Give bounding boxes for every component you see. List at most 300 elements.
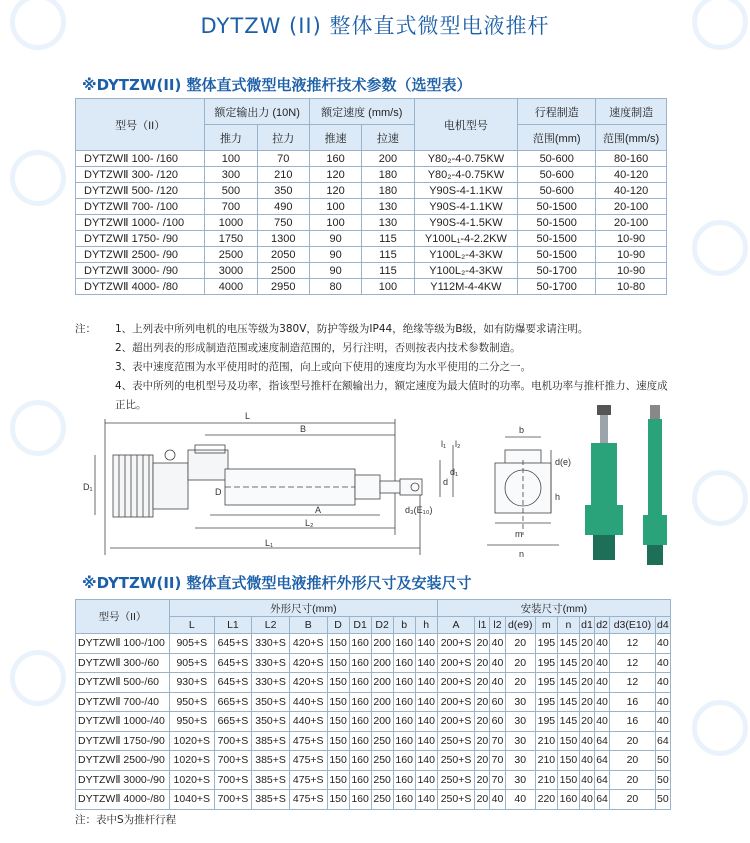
table-cell: 200+S <box>437 712 475 732</box>
table-cell: 160 <box>393 712 415 732</box>
table-cell: 40 <box>505 790 535 810</box>
table-cell: 1020+S <box>170 751 215 771</box>
table-cell: 665+S <box>214 712 252 732</box>
note-text: 2、超出列表的形成制造范围或速度制造范围的，另行注明，否则按表内技术参数制造。 <box>115 342 521 354</box>
table-cell: 20 <box>579 653 594 673</box>
column-header: d1 <box>579 617 594 634</box>
table-cell: 160 <box>309 151 361 167</box>
table-cell: 140 <box>415 731 437 751</box>
table-cell: 420+S <box>289 673 327 693</box>
table-cell: 475+S <box>289 770 327 790</box>
table-cell: 10-90 <box>596 231 667 247</box>
table-cell: 2050 <box>257 247 309 263</box>
table-cell: 50-600 <box>518 151 596 167</box>
table-cell: 12 <box>610 673 656 693</box>
table-cell: 160 <box>393 673 415 693</box>
table-cell: 10-90 <box>596 247 667 263</box>
label-L1: L₁ <box>265 538 274 548</box>
header-model: 型号（II） <box>76 99 205 151</box>
table-cell: 20 <box>579 634 594 654</box>
table-cell: 20 <box>579 673 594 693</box>
dimension-drawing <box>75 405 675 570</box>
table-cell: 250 <box>371 770 393 790</box>
table-cell: 475+S <box>289 731 327 751</box>
table-cell: 40 <box>595 673 610 693</box>
table-cell: 150 <box>327 770 349 790</box>
actuator-photo-short <box>585 405 623 560</box>
table-cell: 20 <box>475 790 490 810</box>
table-cell: 70 <box>490 751 505 771</box>
table-cell: 60 <box>490 712 505 732</box>
table-cell: 40 <box>655 634 670 654</box>
table-cell: 930+S <box>170 673 215 693</box>
table-row <box>76 167 667 183</box>
table-cell: 500 <box>205 183 257 199</box>
table-cell: 50-600 <box>518 167 596 183</box>
model-cell: DYTZWⅡ 3000-/90 <box>76 770 170 790</box>
table-cell: 150 <box>327 634 349 654</box>
header-force: 额定输出力 (10N) <box>205 99 310 125</box>
table-cell: 700 <box>205 199 257 215</box>
table-cell: 160 <box>557 790 579 810</box>
table-cell: 385+S <box>252 731 290 751</box>
note-item <box>75 339 675 358</box>
table-cell: 210 <box>257 167 309 183</box>
label-l1: l₁ <box>441 439 447 449</box>
table-cell: 645+S <box>214 653 252 673</box>
table-cell: Y100L₂-4-3KW <box>414 247 518 263</box>
table-cell: 200 <box>371 634 393 654</box>
table-cell: 100 <box>309 199 361 215</box>
table-row <box>76 215 667 231</box>
table-cell: 140 <box>415 673 437 693</box>
table-cell: 40 <box>595 692 610 712</box>
table-cell: 30 <box>505 770 535 790</box>
column-header: d3(E10) <box>610 617 656 634</box>
note-text: 4、表中所列的电机型号及功率，指该型号推杆在额输出力，额定速度为最大值时的功率。电机功率与推杆推力、速度成正比。 <box>115 380 668 411</box>
table-cell: 20 <box>475 692 490 712</box>
label-D1: D₁ <box>83 482 93 492</box>
model-cell: DYTZWⅡ 1750- /90 <box>76 231 205 247</box>
table-cell: 330+S <box>252 634 290 654</box>
table-cell: Y90S-4-1.1KW <box>414 199 518 215</box>
table-cell: 20 <box>475 751 490 771</box>
model-cell: DYTZWⅡ 700- /100 <box>76 199 205 215</box>
column-header: d4 <box>655 617 670 634</box>
model-cell: DYTZWⅡ 2500- /90 <box>76 247 205 263</box>
table-cell: 40 <box>595 634 610 654</box>
table-row <box>76 247 667 263</box>
table-cell: 145 <box>557 653 579 673</box>
table-row <box>76 751 671 771</box>
table-cell: 180 <box>362 167 414 183</box>
table-cell: 50-1500 <box>518 247 596 263</box>
model-cell: DYTZWⅡ 4000-/80 <box>76 790 170 810</box>
table-cell: 950+S <box>170 712 215 732</box>
table-cell: 90 <box>309 263 361 279</box>
header-push-speed: 推速 <box>309 125 361 151</box>
table-row <box>76 263 667 279</box>
table-cell: 250+S <box>437 790 475 810</box>
dimension-table-body <box>76 634 671 810</box>
table-cell: 40 <box>655 712 670 732</box>
table-cell: 330+S <box>252 673 290 693</box>
table-cell: 12 <box>610 653 656 673</box>
table-cell: Y100L₂-4-3KW <box>414 263 518 279</box>
column-header: D1 <box>349 617 371 634</box>
table-cell: 350+S <box>252 692 290 712</box>
table-cell: 665+S <box>214 692 252 712</box>
table-cell: 50 <box>655 770 670 790</box>
table-cell: 64 <box>655 731 670 751</box>
table-cell: 700+S <box>214 770 252 790</box>
table-cell: 140 <box>415 692 437 712</box>
table-cell: 2500 <box>205 247 257 263</box>
table-cell: 64 <box>595 770 610 790</box>
table-cell: 40-120 <box>596 183 667 199</box>
table-cell: 250 <box>371 790 393 810</box>
column-header: l2 <box>490 617 505 634</box>
table-row <box>76 673 671 693</box>
table-cell: 250 <box>371 731 393 751</box>
table-cell: 250+S <box>437 731 475 751</box>
table-cell: 385+S <box>252 751 290 771</box>
table-cell: 20 <box>475 731 490 751</box>
table-cell: 440+S <box>289 712 327 732</box>
table-cell: 20 <box>579 692 594 712</box>
table-cell: 200 <box>371 692 393 712</box>
column-header: L <box>170 617 215 634</box>
table-cell: 40 <box>655 692 670 712</box>
section-title-dimensions: ※DYTZW(II) 整体直式微型电液推杆外形尺寸及安装尺寸 <box>82 574 472 592</box>
column-header: d2 <box>595 617 610 634</box>
table-cell: 50 <box>655 790 670 810</box>
table-cell: 250 <box>371 751 393 771</box>
table-cell: 40 <box>595 653 610 673</box>
table-cell: 905+S <box>170 653 215 673</box>
column-header: d(e9) <box>505 617 535 634</box>
table-cell: 20 <box>475 712 490 732</box>
label-h: h <box>555 492 561 502</box>
table-cell: 150 <box>557 770 579 790</box>
table-cell: 150 <box>327 751 349 771</box>
table-cell: 160 <box>393 692 415 712</box>
table-cell: 40 <box>655 673 670 693</box>
table-cell: 440+S <box>289 692 327 712</box>
table-cell: 140 <box>415 712 437 732</box>
table-cell: 115 <box>362 247 414 263</box>
header-speed-range-unit: 范围(mm/s) <box>596 125 667 151</box>
table-cell: 140 <box>415 653 437 673</box>
table-cell: 70 <box>490 770 505 790</box>
table-cell: 1000 <box>205 215 257 231</box>
table-row <box>76 231 667 247</box>
table-cell: 20-100 <box>596 215 667 231</box>
table-cell: 150 <box>327 731 349 751</box>
table-cell: 20 <box>610 731 656 751</box>
model-cell: DYTZWⅡ 2500-/90 <box>76 751 170 771</box>
column-header: l1 <box>475 617 490 634</box>
table-cell: 145 <box>557 673 579 693</box>
table-cell: 160 <box>349 653 371 673</box>
label-de: d(e) <box>555 457 572 467</box>
column-header: D2 <box>371 617 393 634</box>
column-header: m <box>535 617 557 634</box>
table-cell: 195 <box>535 634 557 654</box>
spec-table <box>75 98 667 295</box>
table-cell: 700+S <box>214 751 252 771</box>
model-cell: DYTZWⅡ 100-/100 <box>76 634 170 654</box>
column-header: B <box>289 617 327 634</box>
label-b: b <box>519 425 525 435</box>
table-cell: 80 <box>309 279 361 295</box>
table-cell: 100 <box>309 215 361 231</box>
table-cell: 145 <box>557 692 579 712</box>
table-cell: 750 <box>257 215 309 231</box>
table-cell: 150 <box>327 712 349 732</box>
table-cell: 150 <box>557 751 579 771</box>
table-cell: 250+S <box>437 751 475 771</box>
table-cell: 30 <box>505 692 535 712</box>
model-cell: DYTZWⅡ 100- /160 <box>76 151 205 167</box>
table-cell: 160 <box>349 673 371 693</box>
table-cell: 40 <box>595 712 610 732</box>
table-cell: 195 <box>535 653 557 673</box>
table-cell: 16 <box>610 692 656 712</box>
table-cell: 64 <box>595 751 610 771</box>
table-cell: 385+S <box>252 770 290 790</box>
actuator-photo-long <box>643 405 667 565</box>
table-cell: 200+S <box>437 653 475 673</box>
notes-prefix: 注： <box>75 323 96 335</box>
table-cell: 200+S <box>437 634 475 654</box>
table-cell: 475+S <box>289 790 327 810</box>
header-stroke-range-unit: 范围(mm) <box>518 125 596 151</box>
table-cell: 210 <box>535 731 557 751</box>
table-cell: 145 <box>557 712 579 732</box>
table-cell: 50-600 <box>518 183 596 199</box>
header-pull-speed: 拉速 <box>362 125 414 151</box>
label-B: B <box>300 424 307 434</box>
label-n: n <box>519 549 525 559</box>
table-cell: 40 <box>490 653 505 673</box>
table-cell: 40 <box>655 653 670 673</box>
table-cell: 50-1500 <box>518 231 596 247</box>
table-row <box>76 634 671 654</box>
header-outer-dimensions: 外形尺寸(mm) <box>170 600 438 617</box>
watermark-logo-icon <box>10 150 66 206</box>
table-cell: 160 <box>349 751 371 771</box>
table-cell: 2950 <box>257 279 309 295</box>
notes-block <box>75 320 675 415</box>
table-cell: 180 <box>362 183 414 199</box>
table-cell: 50-1700 <box>518 279 596 295</box>
table-cell: 64 <box>595 790 610 810</box>
table-cell: 150 <box>327 673 349 693</box>
table-cell: 3000 <box>205 263 257 279</box>
column-header: D <box>327 617 349 634</box>
table-cell: 195 <box>535 712 557 732</box>
table-row <box>76 151 667 167</box>
table-cell: 100 <box>362 279 414 295</box>
table-cell: 20 <box>475 653 490 673</box>
watermark-logo-icon <box>692 470 748 526</box>
table-cell: 200+S <box>437 692 475 712</box>
header-pull: 拉力 <box>257 125 309 151</box>
table-cell: 210 <box>535 770 557 790</box>
label-d3: d₃(E₁₀) <box>405 505 433 515</box>
label-m: m <box>515 529 523 539</box>
table-cell: 1020+S <box>170 770 215 790</box>
table-cell: 330+S <box>252 653 290 673</box>
table-cell: 160 <box>393 751 415 771</box>
table-cell: Y90S-4-1.5KW <box>414 215 518 231</box>
table-row <box>76 692 671 712</box>
column-header: n <box>557 617 579 634</box>
table-row <box>76 183 667 199</box>
table-cell: 160 <box>349 692 371 712</box>
table-cell: 700+S <box>214 790 252 810</box>
spec-table-body <box>76 151 667 295</box>
model-cell: DYTZWⅡ 1000- /100 <box>76 215 205 231</box>
table-cell: 195 <box>535 692 557 712</box>
model-cell: DYTZWⅡ 500-/60 <box>76 673 170 693</box>
table-cell: 160 <box>393 731 415 751</box>
table-cell: 160 <box>393 790 415 810</box>
table-cell: 40 <box>579 751 594 771</box>
page-title: DYTZW (II) 整体直式微型电液推杆 <box>200 14 550 38</box>
note-text: 1、上列表中所列电机的电压等级为380V，防护等级为IP44，绝缘等级为B级，如有防爆要求请注明。 <box>115 323 589 335</box>
table-cell: 16 <box>610 712 656 732</box>
table-cell: 200 <box>371 712 393 732</box>
header-speed: 额定速度 (mm/s) <box>309 99 414 125</box>
note-item <box>75 358 675 377</box>
watermark-logo-icon <box>10 650 66 706</box>
table-cell: 115 <box>362 231 414 247</box>
note-item <box>75 320 675 339</box>
table-cell: Y80₂-4-0.75KW <box>414 167 518 183</box>
label-D: D <box>215 487 222 497</box>
table-cell: 64 <box>595 731 610 751</box>
table-cell: 160 <box>349 770 371 790</box>
table-cell: 420+S <box>289 653 327 673</box>
table-cell: 195 <box>535 673 557 693</box>
model-cell: DYTZWⅡ 1750-/90 <box>76 731 170 751</box>
table-cell: 4000 <box>205 279 257 295</box>
label-A: A <box>315 505 322 515</box>
table-cell: 160 <box>349 790 371 810</box>
table-cell: 150 <box>327 790 349 810</box>
table-cell: 2500 <box>257 263 309 279</box>
column-header: A <box>437 617 475 634</box>
table-cell: 140 <box>415 770 437 790</box>
table-cell: 12 <box>610 634 656 654</box>
table-cell: 150 <box>557 731 579 751</box>
model-cell: DYTZWⅡ 3000- /90 <box>76 263 205 279</box>
table-cell: 60 <box>490 692 505 712</box>
table-cell: 40 <box>579 790 594 810</box>
column-header: h <box>415 617 437 634</box>
table-cell: 70 <box>257 151 309 167</box>
table-cell: 70 <box>490 731 505 751</box>
table-cell: 200 <box>371 653 393 673</box>
table-cell: Y100L₁-4-2.2KW <box>414 231 518 247</box>
dimension-table <box>75 599 671 810</box>
table-cell: 150 <box>327 692 349 712</box>
model-cell: DYTZWⅡ 700-/40 <box>76 692 170 712</box>
table-row <box>76 653 671 673</box>
table-cell: 140 <box>415 634 437 654</box>
table-cell: 140 <box>415 751 437 771</box>
table-cell: 50-1500 <box>518 199 596 215</box>
table-cell: 120 <box>309 167 361 183</box>
table-cell: 200 <box>371 673 393 693</box>
table-row <box>76 770 671 790</box>
table-cell: 40 <box>490 790 505 810</box>
table-cell: 20 <box>475 770 490 790</box>
table-cell: 20 <box>505 673 535 693</box>
table-cell: 40 <box>579 770 594 790</box>
table-cell: 1040+S <box>170 790 215 810</box>
table-cell: 90 <box>309 247 361 263</box>
header-push: 推力 <box>205 125 257 151</box>
table-cell: 10-80 <box>596 279 667 295</box>
table-cell: 1300 <box>257 231 309 247</box>
table-cell: 645+S <box>214 634 252 654</box>
header-stroke-range: 行程制造 <box>518 99 596 125</box>
table-cell: 160 <box>393 653 415 673</box>
header-model: 型号（II） <box>76 600 170 634</box>
table-cell: 115 <box>362 263 414 279</box>
table-cell: 160 <box>349 634 371 654</box>
table-cell: 145 <box>557 634 579 654</box>
table-cell: 200+S <box>437 673 475 693</box>
table-cell: 475+S <box>289 751 327 771</box>
table-cell: 350+S <box>252 712 290 732</box>
table-cell: 40 <box>490 673 505 693</box>
table-cell: 350 <box>257 183 309 199</box>
table-cell: 30 <box>505 751 535 771</box>
column-header: L2 <box>252 617 290 634</box>
table-cell: 420+S <box>289 634 327 654</box>
table-cell: 10-90 <box>596 263 667 279</box>
model-cell: DYTZWⅡ 300-/60 <box>76 653 170 673</box>
section-title-specs: ※DYTZW(II) 整体直式微型电液推杆技术参数（选型表） <box>82 76 472 94</box>
table-cell: 210 <box>535 751 557 771</box>
table-cell: 50-1500 <box>518 215 596 231</box>
watermark-logo-icon <box>10 400 66 456</box>
table-cell: 1750 <box>205 231 257 247</box>
table-cell: 150 <box>327 653 349 673</box>
table-cell: 250+S <box>437 770 475 790</box>
table-cell: 160 <box>393 634 415 654</box>
table-cell: 20 <box>505 653 535 673</box>
table-cell: 90 <box>309 231 361 247</box>
label-d1: d₁ <box>450 467 459 477</box>
column-header: L1 <box>214 617 252 634</box>
watermark-logo-icon <box>692 700 748 756</box>
table-cell: 40 <box>490 634 505 654</box>
table-cell: 20 <box>505 634 535 654</box>
table-cell: 160 <box>349 731 371 751</box>
table-cell: 20 <box>610 770 656 790</box>
column-header: b <box>393 617 415 634</box>
table-cell: 1020+S <box>170 731 215 751</box>
header-install-dimensions: 安装尺寸(mm) <box>437 600 670 617</box>
table-cell: 20 <box>475 634 490 654</box>
table-cell: 50 <box>655 751 670 771</box>
model-cell: DYTZWⅡ 500- /120 <box>76 183 205 199</box>
